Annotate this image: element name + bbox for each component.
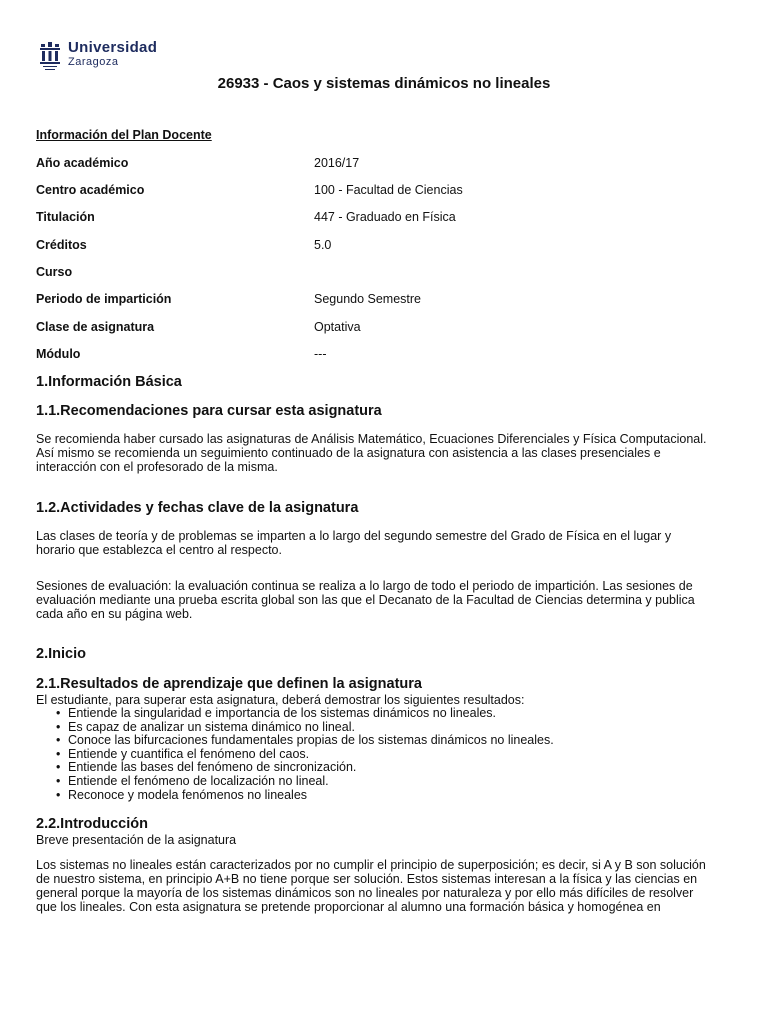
crest-icon: [38, 42, 62, 72]
text-line: general porque la mayoría de los sistemas dinámicos son no lineales por naturaleza y por ello más difíciles de resolver: [36, 886, 694, 900]
bullet: •: [56, 773, 61, 788]
text-line: horario que establezca el centro al respecto.: [36, 543, 282, 557]
list-item: • Entiende y cuantifica el fenómeno del caos.: [56, 746, 310, 761]
plan-value: ---: [314, 347, 327, 361]
list-item: • Reconoce y modela fenómenos no lineales: [56, 787, 308, 802]
logo-subtitle: Zaragoza: [68, 56, 119, 68]
text-line: de nuestro sistema, en principio A+B no tiene porque ser solución. Estos sistemas interesan a la física y las ciencias en: [36, 872, 698, 886]
section-heading: 1.1.Recomendaciones para cursar esta asignatura: [36, 403, 382, 419]
logo-title: Universidad: [68, 39, 158, 56]
plan-value: Segundo Semestre: [314, 292, 422, 306]
text-line: Los sistemas no lineales están caracterizados por no cumplir el principio de superposición; es decir, si A y B son solución: [36, 858, 706, 872]
plan-key: Créditos: [36, 238, 87, 252]
plan-value: 447 - Graduado en Física: [314, 210, 456, 224]
bullet: •: [56, 719, 61, 734]
text-line: que los lineales. Con esta asignatura se pretende proporcionar al alumno una formación básica y homogénea en: [36, 900, 661, 914]
list-item: • Entiende la singularidad e importancia de los sistemas dinámicos no lineales.: [56, 706, 497, 720]
plan-key: Año académico: [36, 156, 129, 170]
bullet: •: [56, 733, 61, 748]
list-item: • Es capaz de analizar un sistema dinámico no lineal.: [56, 719, 355, 734]
bullet: •: [56, 787, 61, 802]
text-line: Se recomienda haber cursado las asignaturas de Análisis Matemático, Ecuaciones Diferenciales y Física Computacional.: [36, 432, 707, 446]
list-item: • Entiende las bases del fenómeno de sincronización.: [56, 760, 357, 775]
paragraph: [36, 432, 736, 474]
section-heading: 2.Inicio: [36, 646, 86, 662]
text-line: Sesiones de evaluación: la evaluación continua se realiza a lo largo de todo el periodo de impartición. Las sesiones de: [36, 579, 693, 593]
section-heading: 2.2.Introducción: [36, 816, 148, 832]
bullet: •: [56, 746, 61, 761]
section-heading: 1.2.Actividades y fechas clave de la asignatura: [36, 500, 359, 516]
paragraph: [36, 529, 736, 557]
plan-key: Clase de asignatura: [36, 320, 155, 334]
plan-value: 2016/17: [314, 156, 360, 170]
university-logo: [38, 40, 168, 72]
text-line: Las clases de teoría y de problemas se imparten a lo largo del segundo semestre del Grado de Física en el lugar y: [36, 529, 672, 543]
plan-value: 100 - Facultad de Ciencias: [314, 183, 463, 197]
learning-outcomes-list: [36, 707, 554, 802]
plan-key: Periodo de impartición: [36, 292, 172, 306]
plan-key: Módulo: [36, 347, 81, 361]
paragraph: [36, 858, 736, 914]
plan-value: Optativa: [314, 320, 361, 334]
paragraph: El estudiante, para superar esta asignatura, deberá demostrar los siguientes resultados:: [36, 693, 525, 707]
section-heading: 2.1.Resultados de aprendizaje que definen la asignatura: [36, 676, 422, 692]
paragraph: [36, 579, 736, 621]
text-line: cada año en su página web.: [36, 607, 193, 621]
plan-value: 5.0: [314, 238, 332, 252]
section-heading: 1.Información Básica: [36, 374, 182, 390]
list-item: • Conoce las bifurcaciones fundamentales propias de los sistemas dinámicos no lineales.: [56, 733, 554, 748]
text-line: evaluación mediante una prueba escrita global son las que el Decanato de la Facultad de Ciencias determina y publica: [36, 593, 695, 607]
text-line: Así mismo se recomienda un seguimiento continuado de la asignatura con asistencia a las clases presenciales e: [36, 446, 661, 460]
plan-heading: Información del Plan Docente: [36, 128, 212, 142]
plan-key: Centro académico: [36, 183, 145, 197]
list-item: • Entiende el fenómeno de localización no lineal.: [56, 773, 329, 788]
bullet: •: [56, 760, 61, 775]
bullet: •: [56, 706, 61, 720]
plan-key: Titulación: [36, 210, 95, 224]
page-title: 26933 - Caos y sistemas dinámicos no lineales: [217, 75, 551, 92]
paragraph: Breve presentación de la asignatura: [36, 833, 237, 847]
text-line: interacción con el profesorado de la misma.: [36, 460, 278, 474]
plan-key: Curso: [36, 265, 73, 279]
